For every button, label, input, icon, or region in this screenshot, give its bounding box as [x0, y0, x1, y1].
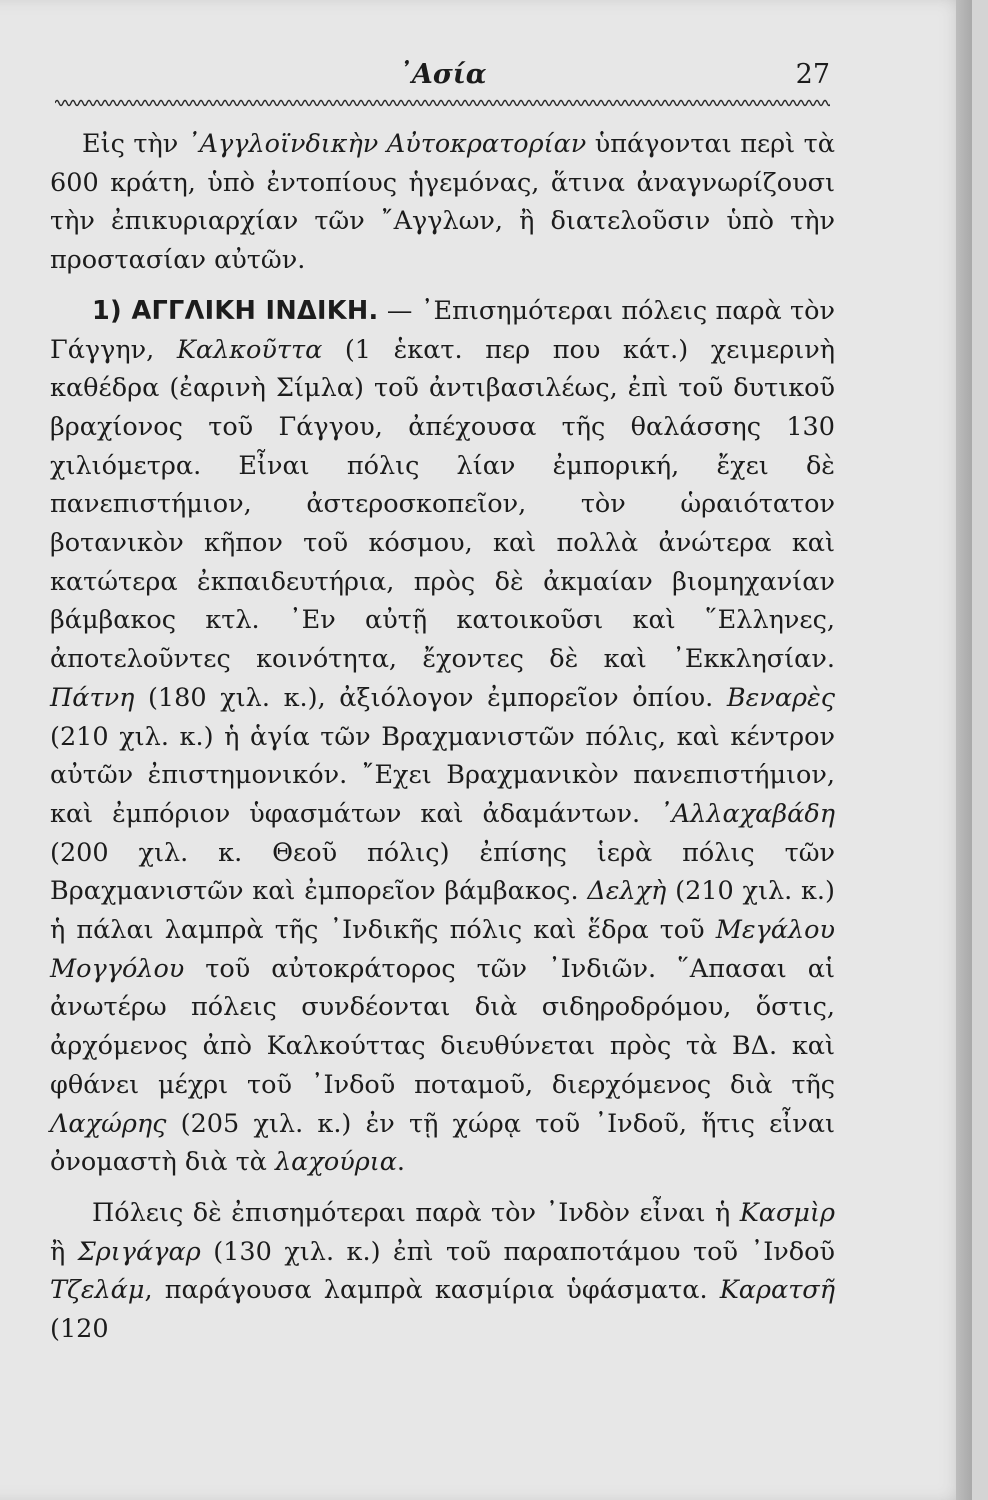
paragraph-english-india: 1) ΑΓΓΛΙΚΗ ΙΝΔΙΚΗ. — ᾿Επισημότεραι πόλεις παρὰ τὸν Γάγγην, Καλκοῦττα (1 ἑκατ. περ που κάτ.) χειμερινὴ καθέδρα (ἐαρινὴ Σίμλα) τοῦ ἀντιβασιλέως, ἐπὶ τοῦ δυτικοῦ βραχίονος τοῦ Γάγγου, ἀπέχουσα τῆς θαλάσσης 130 χιλιόμετρα. Εἶναι πόλις λίαν ἐμπορική, ἔχει δὲ πανεπιστήμιον, ἀστεροσκοπεῖον, τὸν ὡραιότατον βοτανικὸν κῆπον τοῦ κόσμου, καὶ πολλὰ ἀνώτερα καὶ κατώτερα ἐκπαιδευτήρια, πρὸς δὲ ἀκμαίαν βιομηχανίαν βάμβακος κτλ. ᾿Εν αὐτῇ κατοικοῦσι καὶ ῞Ελληνες, ἀποτελοῦντες κοινότητα, ἔχοντες δὲ καὶ ᾿Εκκλησίαν. Πάτνη (180 χιλ. κ.), ἀξιόλογον ἐμπορεῖον ὀπίου. Βεναρὲς (210 χιλ. κ.) ἡ ἁγία τῶν Βραχμανιστῶν πόλις, καὶ κέντρον αὐτῶν ἐπιστημονικόν. ῎Εχει Βραχμανικὸν πανεπιστήμιον, καὶ ἐμπόριον ὑφασμάτων καὶ ἀδαμάντων. ᾿Αλλαχαβάδη (200 χιλ. κ. Θεοῦ πόλις) ἐπίσης ἱερὰ πόλις τῶν Βραχμανιστῶν καὶ ἐμπορεῖον βάμβακος. Δελχὴ (210 χιλ. κ.) ἡ πάλαι λαμπρὰ τῆς ᾿Ινδικῆς πόλις καὶ ἕδρα τοῦ Μεγάλου Μογγόλου τοῦ αὐτοκράτορος τῶν ᾿Ινδιῶν. ῞Απασαι αἱ ἀνωτέρω πόλεις συνδέονται διὰ σιδηροδρόμου, ὅστις, ἀρχόμενος ἀπὸ Καλκούττας διευθύνεται πρὸς τὰ ΒΔ. καὶ φθάνει μέχρι τοῦ ᾿Ινδοῦ ποταμοῦ, διερχόμενος διὰ τῆς Λαχώρης (205 χιλ. κ.) ἐν τῇ χώρᾳ τοῦ ᾿Ινδοῦ, ἥτις εἶναι ὀνομαστὴ διὰ τὰ λαχούρια. — [50, 295, 836, 1178]
running-title: ᾿Ασία — [398, 59, 487, 90]
paragraph-intro: Εἰς τὴν ᾿Αγγλοϊνδικὴν Αὐτοκρατορίαν ὑπάγονται περὶ τὰ 600 κράτη, ὑπὸ ἐντοπίους ἡγεμόνας, ἅτινα ἀναγνωρίζουσι τὴν ἐπικυριαρχίαν τῶν ῎Αγγλων, ἢ διατελοῦσιν ὑπὸ τὴν προστασίαν αὐτῶν. — [50, 129, 835, 276]
section-heading: 1) ΑΓΓΛΙΚΗ ΙΝΔΙΚΗ. — [92, 295, 379, 326]
page-number: 27 — [795, 59, 830, 90]
body-text — [50, 125, 835, 1349]
page-edge-shadow — [956, 0, 972, 1500]
wavy-header-rule — [55, 96, 830, 110]
paragraph-indus-cities: Πόλεις δὲ ἐπισημότεραι παρὰ τὸν ᾿Ινδὸν εἶναι ἡ Κασμὶρ ἢ Σριγάγαρ (130 χιλ. κ.) ἐπὶ τοῦ παραποτάμου τοῦ ᾿Ινδοῦ Τζελάμ, παράγουσα λαμπρὰ κασμίρια ὑφάσματα. Καρατσῆ (120 — [50, 1197, 835, 1345]
page-header — [55, 55, 830, 95]
